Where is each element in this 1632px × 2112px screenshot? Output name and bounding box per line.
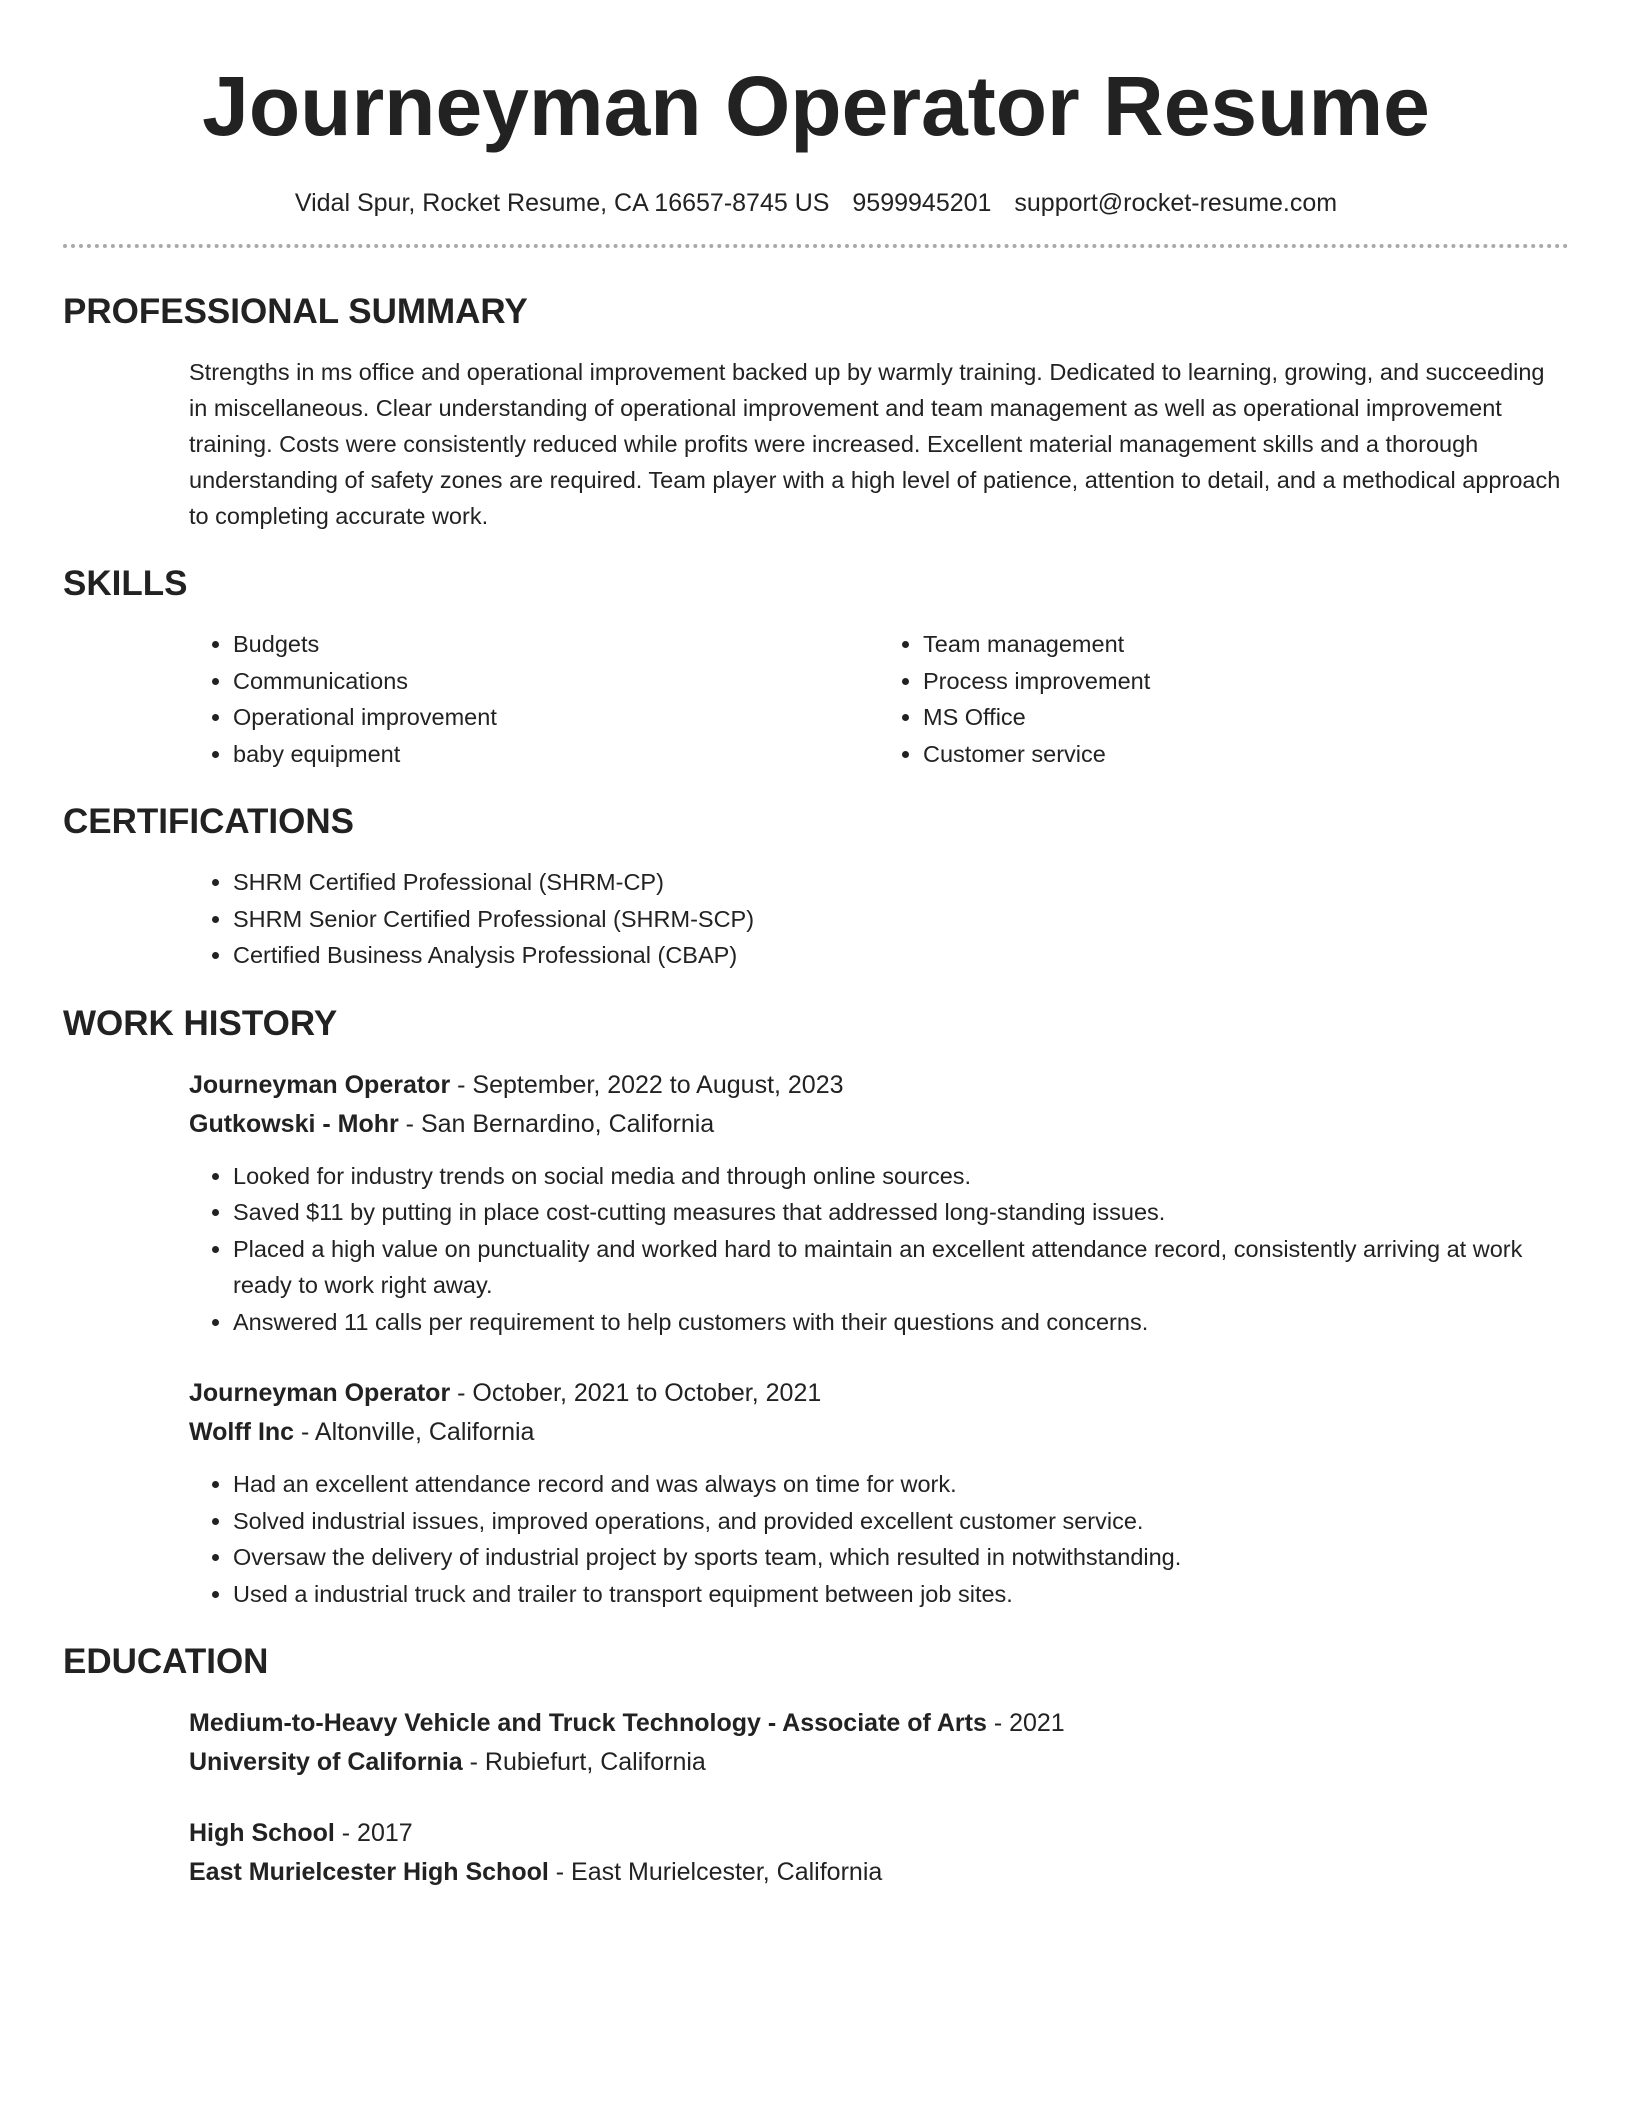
resume-page <box>63 0 1569 1924</box>
job-role: Journeyman Operator <box>189 1379 451 1407</box>
job-duties <box>189 1466 1569 1612</box>
list-item: • SHRM Senior Certified Professional (SHRM-SCP) <box>233 901 1569 938</box>
certifications-list <box>189 864 1569 974</box>
education-heading: EDUCATION <box>63 1642 269 1681</box>
education-body <box>189 1704 1569 1892</box>
education-location: - Rubiefurt, California <box>462 1748 706 1776</box>
list-item: • SHRM Certified Professional (SHRM-CP) <box>233 864 1569 901</box>
summary-text: Strengths in ms office and operational improvement backed up by warmly training. Dedicated to learning, growing, and succeeding in miscellaneous. Clear understanding of operational improvement and team management as well as operational improvement training. Costs were consistently reduced while profits were increased. Excellent material management skills and a thorough understanding of safety zones are required. Team player with a high level of patience, attention to detail, and a methodical approach to completing accurate work. <box>189 359 1561 529</box>
job-role: Journeyman Operator <box>189 1070 451 1099</box>
work-history-body <box>189 1066 1569 1613</box>
skills-section <box>63 564 1569 772</box>
job-company: Wolff Inc <box>189 1418 295 1446</box>
job-title-line <box>189 1374 1569 1413</box>
education-school: East Murielcester High School <box>189 1858 549 1886</box>
job-company-line <box>189 1105 1569 1144</box>
contact-phone: 9599945201 <box>852 189 992 217</box>
list-item: • Budgets <box>233 626 879 663</box>
job-title-line <box>189 1066 1569 1105</box>
education-degree-line <box>189 1704 1569 1743</box>
work-history-heading: WORK HISTORY <box>63 1003 338 1043</box>
education-degree: Medium-to-Heavy Vehicle and Truck Technology - Associate of Arts <box>189 1709 987 1737</box>
skills-grid <box>189 626 1569 772</box>
education-entry <box>189 1704 1569 1782</box>
list-item: • Looked for industry trends on social media and through online sources. <box>233 1158 1569 1195</box>
list-item: • Placed a high value on punctuality and worked hard to maintain an excellent attendance record, consistently arriving at work ready to work right away. <box>233 1231 1569 1304</box>
job-entry <box>189 1066 1569 1341</box>
list-item: • Certified Business Analysis Professional (CBAP) <box>233 937 1569 974</box>
list-item: • Had an excellent attendance record and was always on time for work. <box>233 1466 1569 1503</box>
job-company-line <box>189 1413 1569 1452</box>
skills-list-left <box>189 626 879 772</box>
education-location: - East Murielcester, California <box>548 1858 883 1886</box>
education-school-line <box>189 1743 1569 1782</box>
list-item: • Oversaw the delivery of industrial project by sports team, which resulted in notwithstanding. <box>233 1539 1569 1576</box>
header-divider <box>63 244 1569 248</box>
education-degree-line <box>189 1814 1569 1853</box>
contact-line <box>63 188 1569 218</box>
list-item: • Used a industrial truck and trailer to transport equipment between job sites. <box>233 1576 1569 1613</box>
job-dates: - October, 2021 to October, 2021 <box>450 1379 822 1407</box>
list-item: • baby equipment <box>233 736 879 773</box>
list-item: • Process improvement <box>923 663 1569 700</box>
education-school: University of California <box>189 1748 463 1776</box>
summary-section <box>63 292 1569 534</box>
education-school-line <box>189 1853 1569 1892</box>
certifications-body <box>189 864 1569 974</box>
list-item: • Saved $11 by putting in place cost-cutting measures that addressed long-standing issues. <box>233 1194 1569 1231</box>
job-duties <box>189 1158 1569 1341</box>
list-item: • Operational improvement <box>233 699 879 736</box>
education-degree: High School <box>189 1819 335 1847</box>
job-location: - Altonville, California <box>294 1418 535 1446</box>
skills-list-right <box>879 626 1569 772</box>
skills-heading: SKILLS <box>63 564 188 603</box>
job-location: - San Bernardino, California <box>398 1109 715 1138</box>
list-item: • MS Office <box>923 699 1569 736</box>
education-section <box>63 1642 1569 1892</box>
job-entry <box>189 1374 1569 1612</box>
list-item: • Solved industrial issues, improved operations, and provided excellent customer service. <box>233 1503 1569 1540</box>
education-year: - 2017 <box>334 1819 413 1847</box>
education-entry <box>189 1814 1569 1892</box>
list-item: • Customer service <box>923 736 1569 773</box>
contact-address: Vidal Spur, Rocket Resume, CA 16657-8745 US <box>294 189 830 217</box>
job-company: Gutkowski - Mohr <box>189 1109 399 1138</box>
work-history-section <box>63 1004 1569 1613</box>
list-item: • Team management <box>923 626 1569 663</box>
contact-email: support@rocket-resume.com <box>1014 189 1338 217</box>
job-dates: - September, 2022 to August, 2023 <box>450 1070 844 1099</box>
summary-body <box>189 354 1569 534</box>
certifications-heading: CERTIFICATIONS <box>63 802 355 841</box>
certifications-section <box>63 802 1569 974</box>
list-item: • Answered 11 calls per requirement to help customers with their questions and concerns. <box>233 1304 1569 1341</box>
resume-title: Journeyman Operator Resume <box>202 59 1430 153</box>
education-year: - 2021 <box>986 1709 1065 1737</box>
list-item: • Communications <box>233 663 879 700</box>
summary-heading: PROFESSIONAL SUMMARY <box>63 292 528 331</box>
